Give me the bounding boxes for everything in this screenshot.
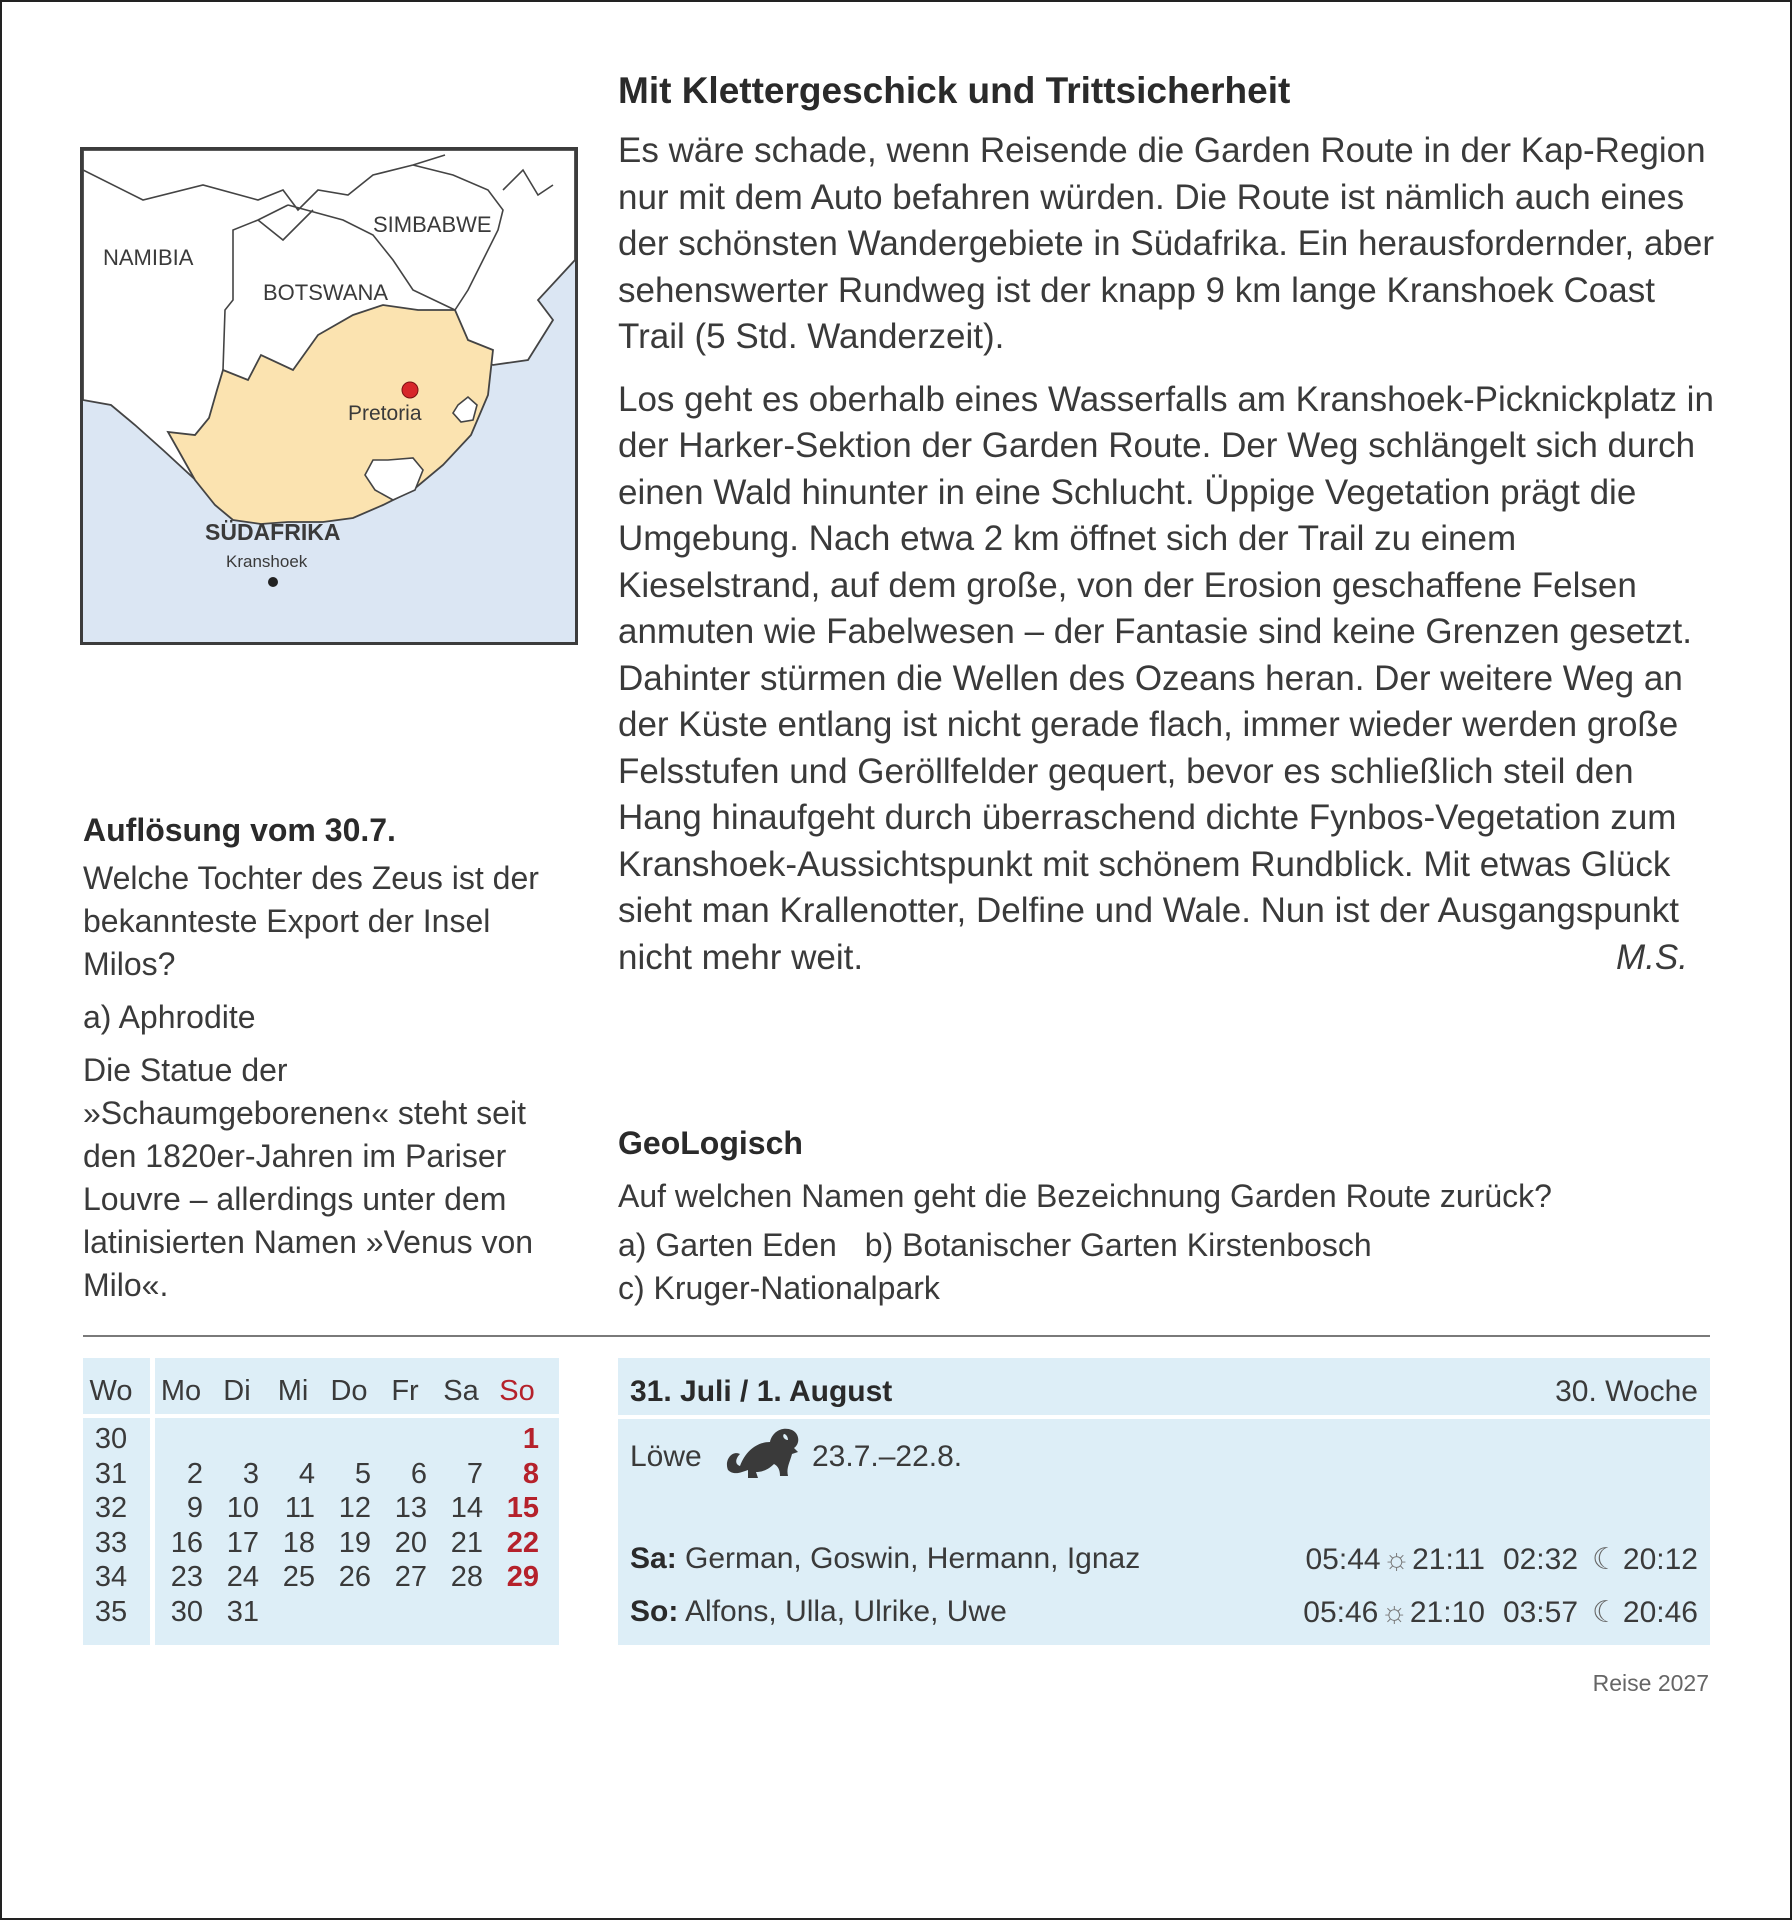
map-label-simbabwe: SIMBABWE — [373, 212, 492, 237]
footer-label: Reise 2027 — [1592, 1670, 1709, 1696]
saturday-label: Sa: — [630, 1542, 677, 1575]
sunday-label: So: — [630, 1595, 679, 1628]
calendar-week-number: 31 — [94, 1457, 128, 1490]
calendar-day: 4 — [298, 1457, 315, 1490]
saturday-moonrise: 02:32 — [1502, 1543, 1579, 1576]
article-signature: M.S. — [1616, 937, 1688, 977]
calendar-day: 26 — [338, 1561, 371, 1593]
calendar-day: 24 — [226, 1561, 259, 1593]
solution-title: Auflösung vom 30.7. — [83, 812, 396, 848]
sunday-row — [630, 1595, 1698, 1629]
article-paragraph-2 — [618, 377, 1718, 982]
quiz-option-c: c) Kruger-Nationalpark — [618, 1270, 940, 1306]
calendar-day: 13 — [394, 1492, 427, 1524]
kranshoek-marker — [268, 577, 278, 587]
moon-icon: ☾ — [1592, 1596, 1619, 1629]
calendar-day: 21 — [450, 1526, 483, 1559]
calendar-day: 8 — [522, 1457, 539, 1490]
calendar-day: 1 — [522, 1423, 539, 1455]
quiz-question: Auf welchen Namen geht die Bezeichnung Garden Route zurück? — [618, 1178, 1552, 1214]
solution-box — [83, 812, 573, 1317]
calendar-day: 19 — [338, 1526, 371, 1559]
divider-line — [83, 1335, 1710, 1337]
day-panel-header — [618, 1358, 1710, 1415]
day-panel-separator — [618, 1415, 1710, 1419]
calendar-day: 30 — [170, 1595, 203, 1628]
saturday-times — [1306, 1542, 1699, 1577]
quiz-box — [618, 1125, 1718, 1310]
solution-answer: a) Aphrodite — [83, 999, 256, 1035]
calendar-day: 31 — [226, 1595, 259, 1628]
quiz-title: GeoLogisch — [618, 1125, 803, 1161]
saturday-moonset: 20:12 — [1622, 1543, 1698, 1576]
quiz-options-line-1 — [618, 1224, 1718, 1267]
lion-icon — [722, 1420, 802, 1482]
month-calendar — [83, 1358, 559, 1645]
map-label-kranshoek: Kranshoek — [226, 552, 308, 571]
calendar-header-day: Fr — [391, 1375, 419, 1407]
map-label-suedafrika: SÜDAFRIKA — [205, 519, 341, 545]
week-number: 30. Woche — [1555, 1375, 1698, 1408]
calendar-day: 25 — [282, 1561, 315, 1593]
calendar-day: 6 — [410, 1457, 427, 1490]
calendar-day: 2 — [186, 1457, 203, 1490]
locator-map — [80, 147, 578, 645]
article — [618, 70, 1718, 997]
quiz-option-a: a) Garten Eden — [618, 1227, 837, 1263]
calendar-header-day: Do — [330, 1375, 368, 1407]
map-label-namibia: NAMIBIA — [103, 245, 194, 270]
zodiac-range: 23.7.–22.8. — [812, 1440, 963, 1473]
calendar-week-number: 34 — [94, 1561, 128, 1593]
sunday-moonrise: 03:57 — [1502, 1596, 1579, 1629]
calendar-day: 9 — [186, 1492, 203, 1524]
calendar-day: 27 — [394, 1561, 427, 1593]
calendar-day: 12 — [338, 1492, 371, 1524]
calendar-header-day: Sa — [443, 1375, 479, 1407]
calendar-day: 29 — [506, 1561, 539, 1593]
sunday-names: Alfons, Ulla, Ulrike, Uwe — [685, 1595, 1007, 1628]
south-africa-map — [83, 150, 575, 642]
sunday-times — [1303, 1595, 1698, 1630]
calendar-day: 17 — [226, 1526, 259, 1559]
article-title: Mit Klettergeschick und Trittsicherheit — [618, 70, 1291, 111]
calendar-day: 18 — [282, 1526, 315, 1559]
calendar-day: 15 — [506, 1492, 539, 1524]
map-label-botswana: BOTSWANA — [263, 280, 389, 305]
sunday-sunrise: 05:46 — [1303, 1596, 1379, 1629]
article-paragraph-1: Es wäre schade, wenn Reisende die Garden Route in der Kap-Region nur mit dem Auto befahren würden. Die Route ist nämlich auch eines der schönsten Wandergebiete in Südafrika. Ein herausfordernder, aber sehenswerter Rundweg ist der knapp 9 km lange Kranshoek Coast Trail (5 Std. Wanderzeit). — [618, 131, 1715, 356]
calendar-header-day: So — [499, 1375, 535, 1407]
calendar-week-number: 32 — [94, 1492, 128, 1524]
calendar-day: 7 — [466, 1457, 483, 1490]
saturday-sunset: 21:11 — [1412, 1543, 1485, 1576]
saturday-row — [630, 1542, 1698, 1576]
sunday-sunset: 21:10 — [1409, 1596, 1485, 1629]
calendar-day: 22 — [506, 1526, 539, 1559]
calendar-week-number: 30 — [94, 1423, 128, 1455]
saturday-names: German, Goswin, Hermann, Ignaz — [685, 1542, 1141, 1575]
saturday-sunrise: 05:44 — [1305, 1543, 1381, 1576]
day-date: 31. Juli / 1. August — [630, 1375, 893, 1408]
calendar-day: 10 — [226, 1492, 259, 1524]
article-paragraph-2-text: Los geht es oberhalb eines Wasserfalls am Kranshoek-Picknickplatz in der Harker-Sektion der Garden Route. Der Weg schlängelt sich durch einen Wald hinunter in eine Schlucht. Üppige Vegetation prägt die Umgebung. Nach etwa 2 km öffnet sich der Trail zu einem Kieselstrand, auf dem große, von der Erosion geschaffene Felsen anmuten wie Fabelwesen – der Fantasie sind keine Grenzen gesetzt. Dahinter stürmen die Wellen des Ozeans heran. Der weitere Weg an der Küste entlang ist nicht gerade flach, immer wieder werden große Felsstufen und Geröllfelder gequert, bevor es schließlich steil den Hang hinaufgeht durch überraschend dichte Fynbos-Vegetation zum Kranshoek-Aussichtspunkt mit schönem Rundblick. Mit etwas Glück sieht man Krallenotter, Delfine und Wale. Nun ist der Ausgangspunkt nicht mehr weit. — [618, 379, 1714, 977]
map-label-pretoria: Pretoria — [348, 402, 422, 425]
calendar-day: 3 — [242, 1457, 259, 1490]
calendar-day: 16 — [170, 1526, 203, 1559]
calendar-day: 23 — [170, 1561, 203, 1593]
calendar-header-week: Wo — [89, 1375, 133, 1407]
calendar-week-number: 33 — [94, 1526, 128, 1559]
calendar-header-day: Mo — [160, 1375, 202, 1407]
day-panel — [618, 1358, 1710, 1645]
sun-icon: ☼ — [1380, 1596, 1408, 1629]
calendar-header-day: Mi — [277, 1375, 309, 1407]
calendar-header-day: Di — [223, 1375, 251, 1407]
calendar-day: 14 — [450, 1492, 483, 1524]
calendar-day: 5 — [354, 1457, 371, 1490]
solution-question: Welche Tochter des Zeus ist der bekannteste Export der Insel Milos? — [83, 860, 539, 982]
solution-explanation: Die Statue der »Schaumgeborenen« steht seit den 1820er-Jahren im Pariser Louvre – allerdings unter dem latinisierten Namen »Venus von Milo«. — [83, 1052, 534, 1303]
pretoria-marker — [402, 382, 418, 398]
zodiac-sign: Löwe — [630, 1440, 702, 1473]
sun-icon: ☼ — [1382, 1543, 1411, 1576]
quiz-option-b: b) Botanischer Garten Kirstenbosch — [864, 1227, 1372, 1263]
calendar-week-number: 35 — [94, 1595, 128, 1628]
calendar-day: 11 — [284, 1492, 315, 1524]
moon-icon: ☾ — [1592, 1543, 1619, 1576]
sunday-moonset: 20:46 — [1622, 1596, 1698, 1629]
calendar-day: 20 — [394, 1526, 427, 1559]
calendar-day: 28 — [450, 1561, 483, 1593]
